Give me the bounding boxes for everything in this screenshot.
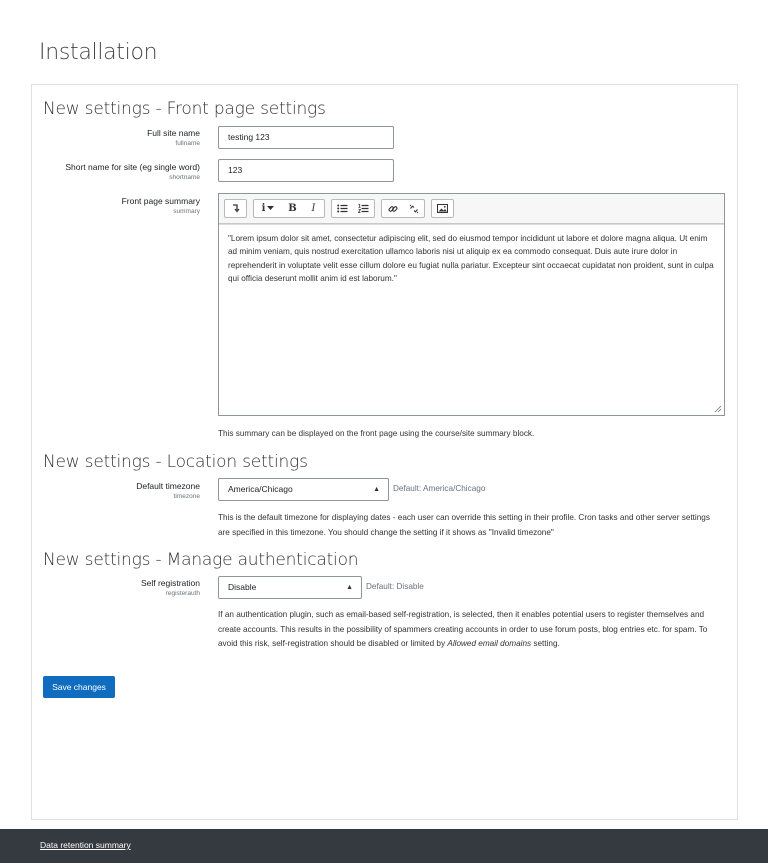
toolbar-group-collapse: [224, 199, 247, 218]
registerauth-label-block: [42, 578, 200, 598]
section-title-auth: New settings - Manage authentication: [43, 550, 359, 570]
select-caret-icon: ▲︎: [346, 584, 353, 591]
registerauth-help-part2: setting.: [531, 639, 560, 648]
resize-handle-icon[interactable]: [714, 405, 722, 413]
ordered-list-icon[interactable]: [353, 200, 374, 217]
page-title: Installation: [39, 40, 158, 65]
section-title-location: New settings - Location settings: [43, 452, 308, 472]
link-icon[interactable]: [382, 200, 403, 217]
registerauth-setting-name: registerauth: [165, 590, 200, 597]
registerauth-help-part1: If an authentication plugin, such as email-based self-registration, is selected, then it enables potential users to register themselves and create accounts. This results in the possibility of spammers creating accounts in order to use forum posts, blog entries etc. for spam. To avoid this risk, self-registration should be disabled or limited by: [218, 610, 708, 648]
toolbar-group-lists: [331, 199, 375, 218]
summary-label: Front page summary: [121, 196, 200, 206]
summary-help-text: This summary can be displayed on the front page using the course/site summary block.: [218, 429, 535, 438]
timezone-label-block: [42, 481, 200, 501]
fullname-label: Full site name: [147, 128, 200, 138]
unlink-icon[interactable]: [403, 200, 424, 217]
timezone-selected-value: America/Chicago: [228, 484, 293, 494]
registerauth-help-emphasis: Allowed email domains: [447, 639, 532, 648]
fullname-setting-name: fullname: [175, 140, 200, 147]
section-title-front-page: New settings - Front page settings: [43, 99, 326, 119]
registerauth-help-text: [218, 608, 723, 652]
summary-label-block: [42, 196, 200, 216]
timezone-select[interactable]: [218, 478, 389, 501]
paragraph-style-icon[interactable]: [254, 200, 282, 217]
timezone-setting-name: timezone: [173, 493, 200, 500]
toolbar-group-format: [253, 199, 325, 218]
italic-icon[interactable]: I: [311, 203, 316, 214]
summary-setting-name: summary: [173, 208, 200, 215]
paragraph-style-glyph: i: [261, 203, 266, 214]
timezone-label: Default timezone: [136, 481, 200, 491]
summary-editor: [218, 193, 725, 416]
timezone-help-text: This is the default timezone for displaying dates - each user can override this setting in their profile. Cron tasks and other server settings are specified in this timezone. You should change the setting if it shows as "Invalid timezone": [218, 513, 710, 537]
select-caret-icon: ▲︎: [373, 486, 380, 493]
chevron-down-icon: [267, 206, 274, 211]
fullname-input[interactable]: testing 123: [218, 126, 394, 149]
registerauth-select[interactable]: [218, 576, 362, 599]
unordered-list-icon[interactable]: [332, 200, 353, 217]
editor-toolbar: [219, 194, 724, 224]
data-retention-summary-link[interactable]: Data retention summary: [40, 840, 131, 850]
shortname-label: Short name for site (eg single word): [65, 162, 200, 172]
image-icon[interactable]: [432, 200, 453, 217]
shortname-input[interactable]: 123: [218, 159, 394, 182]
fullname-label-block: [42, 128, 200, 148]
bold-icon[interactable]: B: [288, 203, 297, 214]
toolbar-group-media: [431, 199, 454, 218]
shortname-label-block: [42, 162, 200, 182]
registerauth-selected-value: Disable: [228, 582, 257, 592]
collapse-icon[interactable]: [225, 200, 246, 217]
registerauth-default: Default: Disable: [366, 582, 424, 591]
shortname-setting-name: shortname: [169, 174, 200, 181]
timezone-default: Default: America/Chicago: [393, 484, 486, 493]
save-changes-button[interactable]: Save changes: [43, 676, 115, 698]
page-footer: [0, 829, 768, 863]
registerauth-label: Self registration: [140, 578, 200, 588]
toolbar-group-links: [381, 199, 425, 218]
summary-editor-content[interactable]: "Lorem ipsum dolor sit amet, consectetur adipiscing elit, sed do eiusmod tempor incididunt ut labore et dolore magna aliqua. Ut enim ad minim veniam, quis nostrud exercitation ullamco laboris nisi ut aliquip ex ea commodo consequat. Duis aute irure dolor in reprehenderit in voluptate velit esse cillum dolore eu fugiat nulla pariatur. Excepteur sint occaecat cupidatat non proident, sunt in culpa qui officia deserunt mollit anim id est laborum.": [219, 224, 724, 415]
